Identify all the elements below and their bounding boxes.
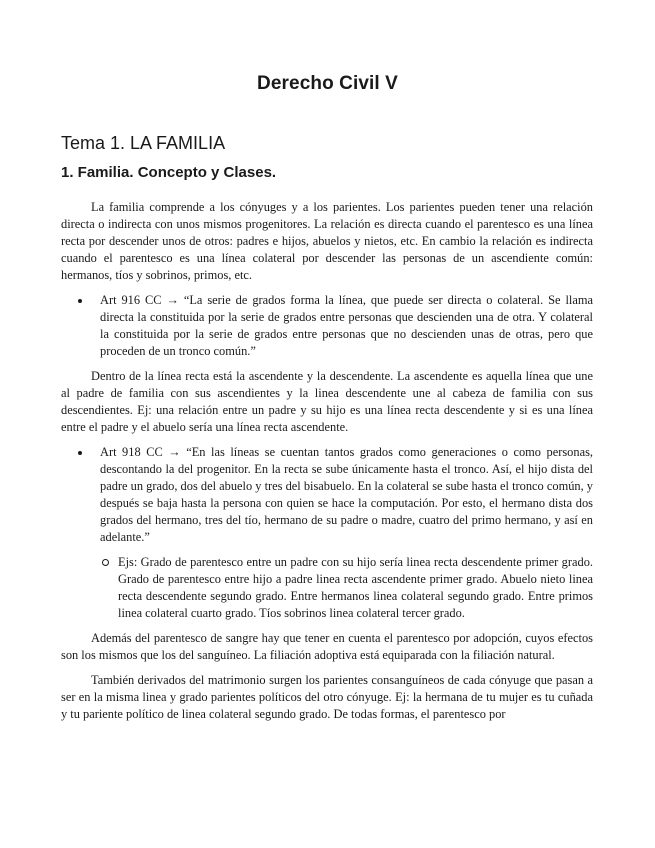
section-heading: 1. Familia. Concepto y Clases. <box>61 164 277 181</box>
paragraph-adoption: Además del parentesco de sangre hay que tener en cuenta el parentesco por adopción, cuyos efectos son los mismos que los del sanguíneo. La filiación adoptiva está equiparada con la filiación natural. <box>61 631 593 662</box>
document-title: Derecho Civil V <box>257 73 398 94</box>
paragraph-family-definition: La familia comprende a los cónyuges y a los parientes. Los parientes pueden tener una relación directa o indirecta con unos mismos progenitores. La relación es directa cuando el parentesco es una línea recta por descender unos de otros: padres e hijos, abuelos y nietos, etc. En cambio la relación es indirecta cuando el parentesco es una línea colateral por descender las personas de un ascendiente común: hermanos, tíos y sobrinos, primos, etc. <box>61 200 593 282</box>
bullet-art-918-text: Art 918 CC → “En las líneas se cuentan tantos grados como generaciones o como personas, descontando la del progenitor. En la recta se sube únicamente hasta el tronco. Así, el hijo dista del padre un grado, dos del abuelo y tres del bisabuelo. En la colateral se sube hasta el tronco común, y después se baja hasta la persona con quien se hace la computación. Por esto, el hermano dista dos grados del hermano, tres del tío, hermano de su padre o madre, cuatro del primo hermano, y así en adelante.” <box>100 445 593 544</box>
paragraph-in-laws: También derivados del matrimonio surgen los parientes consanguíneos de cada cónyuge que pasan a ser en la misma linea y grado parientes políticos del otro cónyuge. Ej: la hermana de tu mujer es tu cuñada y tu pariente político de linea colateral segundo grado. De todas formas, el parentesco por <box>61 673 593 721</box>
sub-bullet-examples <box>61 554 593 622</box>
bullet-art-916-text: Art 916 CC → “La serie de grados forma la línea, que puede ser directa o colateral. Se llama directa la constituida por la serie de grados entre personas que descienden una de otra. Y colateral la constituida por la serie de grados entre personas que no descienden unas de otras, pero que proceden de un tronco común.” <box>100 293 593 358</box>
paragraph-straight-line: Dentro de la línea recta está la ascendente y la descendente. La ascendente es aquella línea que une al padre de familia con sus ascendientes y la linea descendente une al cabeza de familia con sus descendientes. Ej: una relación entre un padre y su hijo es una línea recta descendente y si es una línea entre el padre y el abuelo sería una línea recta ascendente. <box>61 369 593 434</box>
sub-bullet-examples-text: Ejs: Grado de parentesco entre un padre con su hijo sería linea recta descendente primer grado. Grado de parentesco entre hijo a padre linea recta ascendente primer grado. Abuelo nieto linea recta descendente segundo grado. Entre hermanos linea colateral segundo grado. Entre primos linea colateral cuarto grado. Tíos sobrinos linea colateral tercer grado. <box>118 555 593 620</box>
hollow-bullet-icon <box>102 559 109 566</box>
bullet-dot-icon <box>78 299 82 303</box>
bullet-art-916 <box>61 292 593 360</box>
document-body <box>61 199 593 731</box>
bullet-art-918 <box>61 444 593 546</box>
topic-heading: Tema 1. LA FAMILIA <box>61 133 226 153</box>
bullet-dot-icon <box>78 451 82 455</box>
